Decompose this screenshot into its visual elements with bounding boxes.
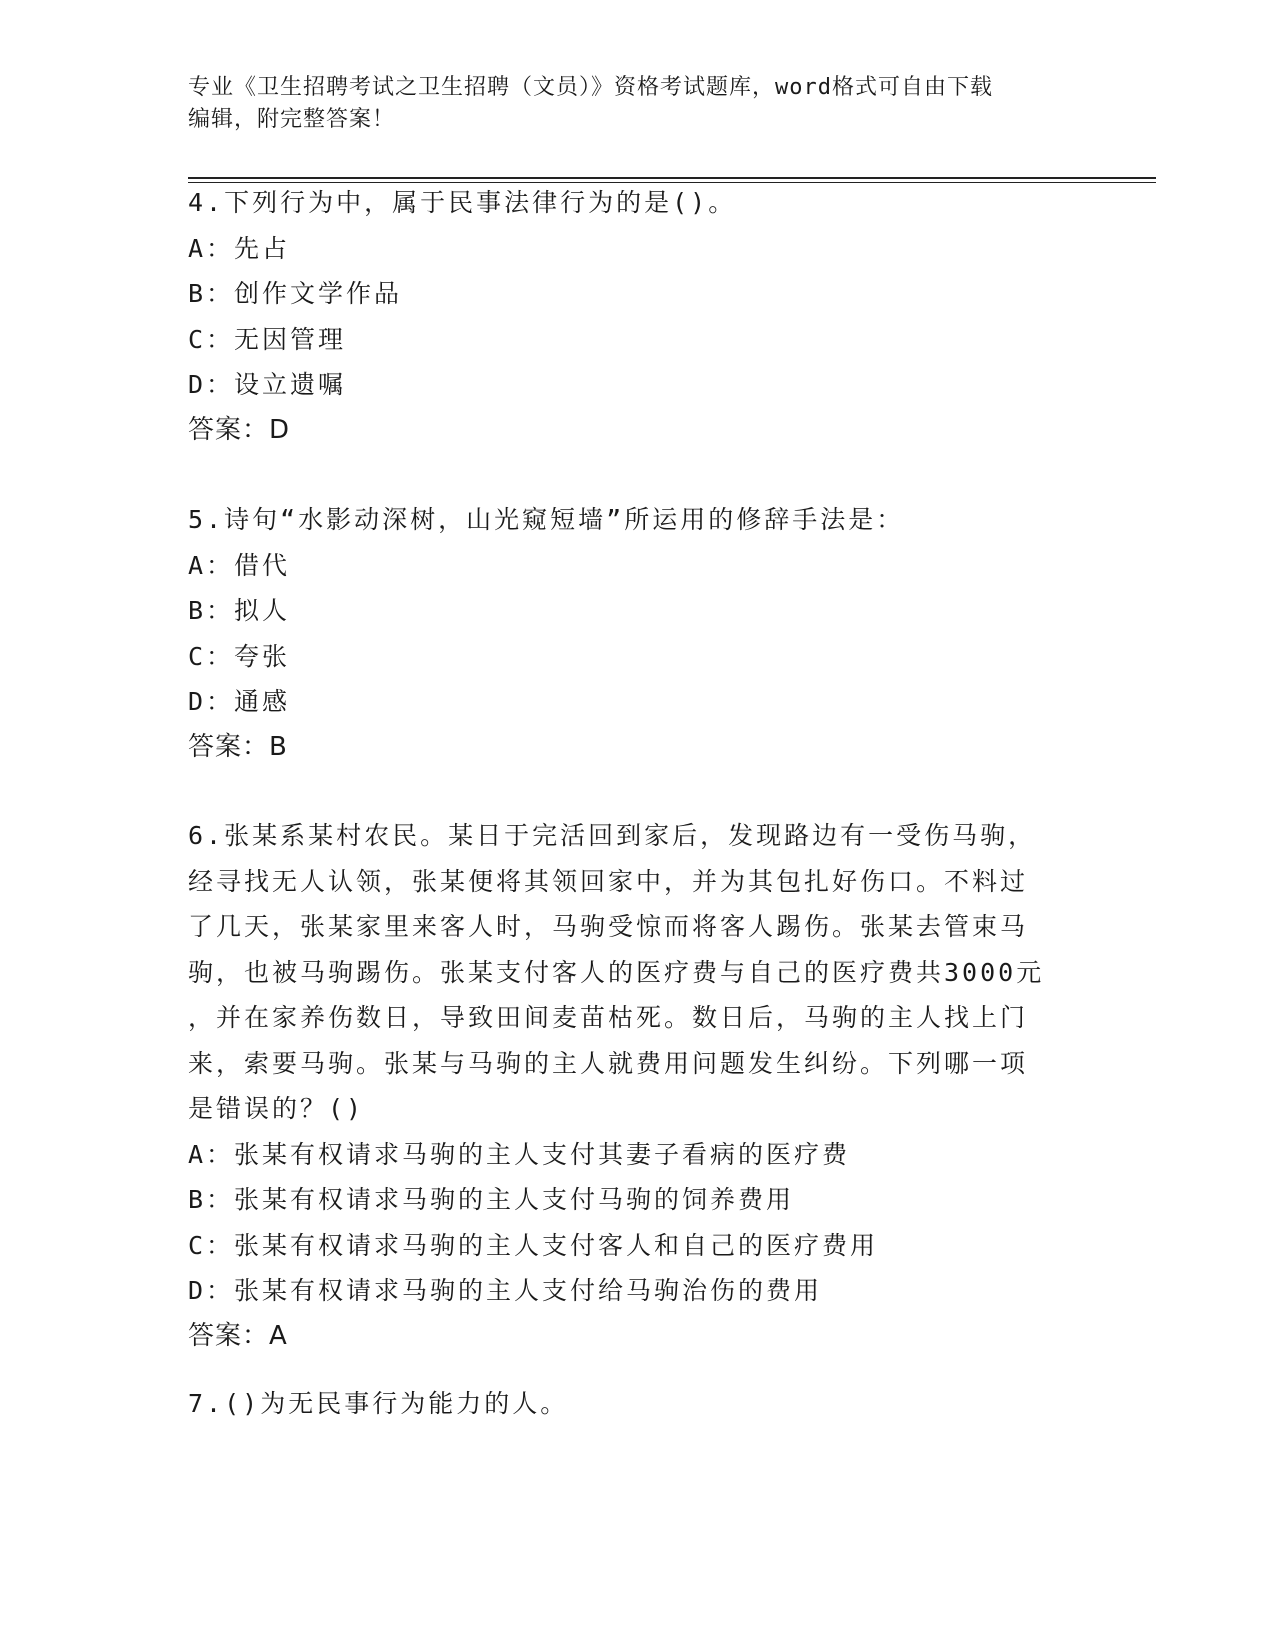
option-b: B：张某有权请求马驹的主人支付马驹的饲养费用 xyxy=(188,1185,795,1214)
option-b: B：创作文学作品 xyxy=(188,279,403,308)
option-a: A：张某有权请求马驹的主人支付其妻子看病的医疗费 xyxy=(188,1139,851,1169)
question-stem-line: 了几天，张某家里来客人时，马驹受惊而将客人踢伤。张某去管束马 xyxy=(188,912,1029,941)
option-a: A：借代 xyxy=(188,550,291,580)
option-c: C：张某有权请求马驹的主人支付客人和自己的医疗费用 xyxy=(188,1230,879,1260)
answer: 答案：B xyxy=(188,731,288,762)
option-b: B：拟人 xyxy=(188,596,291,625)
question-6 xyxy=(188,813,1088,1359)
question-stem: 4.下列行为中，属于民事法律行为的是()。 xyxy=(188,188,737,217)
question-7 xyxy=(188,1381,1088,1427)
answer: 答案：D xyxy=(188,414,291,445)
option-c: C：夸张 xyxy=(188,641,291,671)
option-a: A：先占 xyxy=(188,233,291,263)
question-stem: 7.()为无民事行为能力的人。 xyxy=(188,1389,569,1418)
answer: 答案：A xyxy=(188,1320,288,1351)
question-stem-line: 驹，也被马驹踢伤。张某支付客人的医疗费与自己的医疗费共3000元 xyxy=(188,957,1045,987)
header-line-2: 编辑，附完整答案！ xyxy=(188,107,396,132)
question-stem-line: ，并在家养伤数日，导致田间麦苗枯死。数日后，马驹的主人找上门 xyxy=(188,1003,1029,1032)
document-header xyxy=(188,72,1088,136)
option-d: D：张某有权请求马驹的主人支付给马驹治伤的费用 xyxy=(188,1276,823,1305)
question-stem-line: 6.张某系某村农民。某日于完活回到家后，发现路边有一受伤马驹， xyxy=(188,821,1037,850)
header-divider-thick xyxy=(188,177,1156,179)
option-d: D：通感 xyxy=(188,687,291,716)
question-4 xyxy=(188,180,1088,453)
question-stem-line: 经寻找无人认领，张某便将其领回家中，并为其包扎好伤口。不料过 xyxy=(188,866,1029,896)
question-stem: 5.诗句“水影动深树，山光窥短墙”所运用的修辞手法是： xyxy=(188,505,905,534)
option-c: C：无因管理 xyxy=(188,324,347,354)
option-d: D：设立遗嘱 xyxy=(188,370,347,399)
question-5 xyxy=(188,497,1088,770)
question-stem-line: 是错误的？() xyxy=(188,1094,365,1123)
header-line-1: 专业《卫生招聘考试之卫生招聘（文员）》资格考试题库，word格式可自由下载 xyxy=(188,75,993,100)
question-stem-line: 来，索要马驹。张某与马驹的主人就费用问题发生纠纷。下列哪一项 xyxy=(188,1048,1029,1078)
